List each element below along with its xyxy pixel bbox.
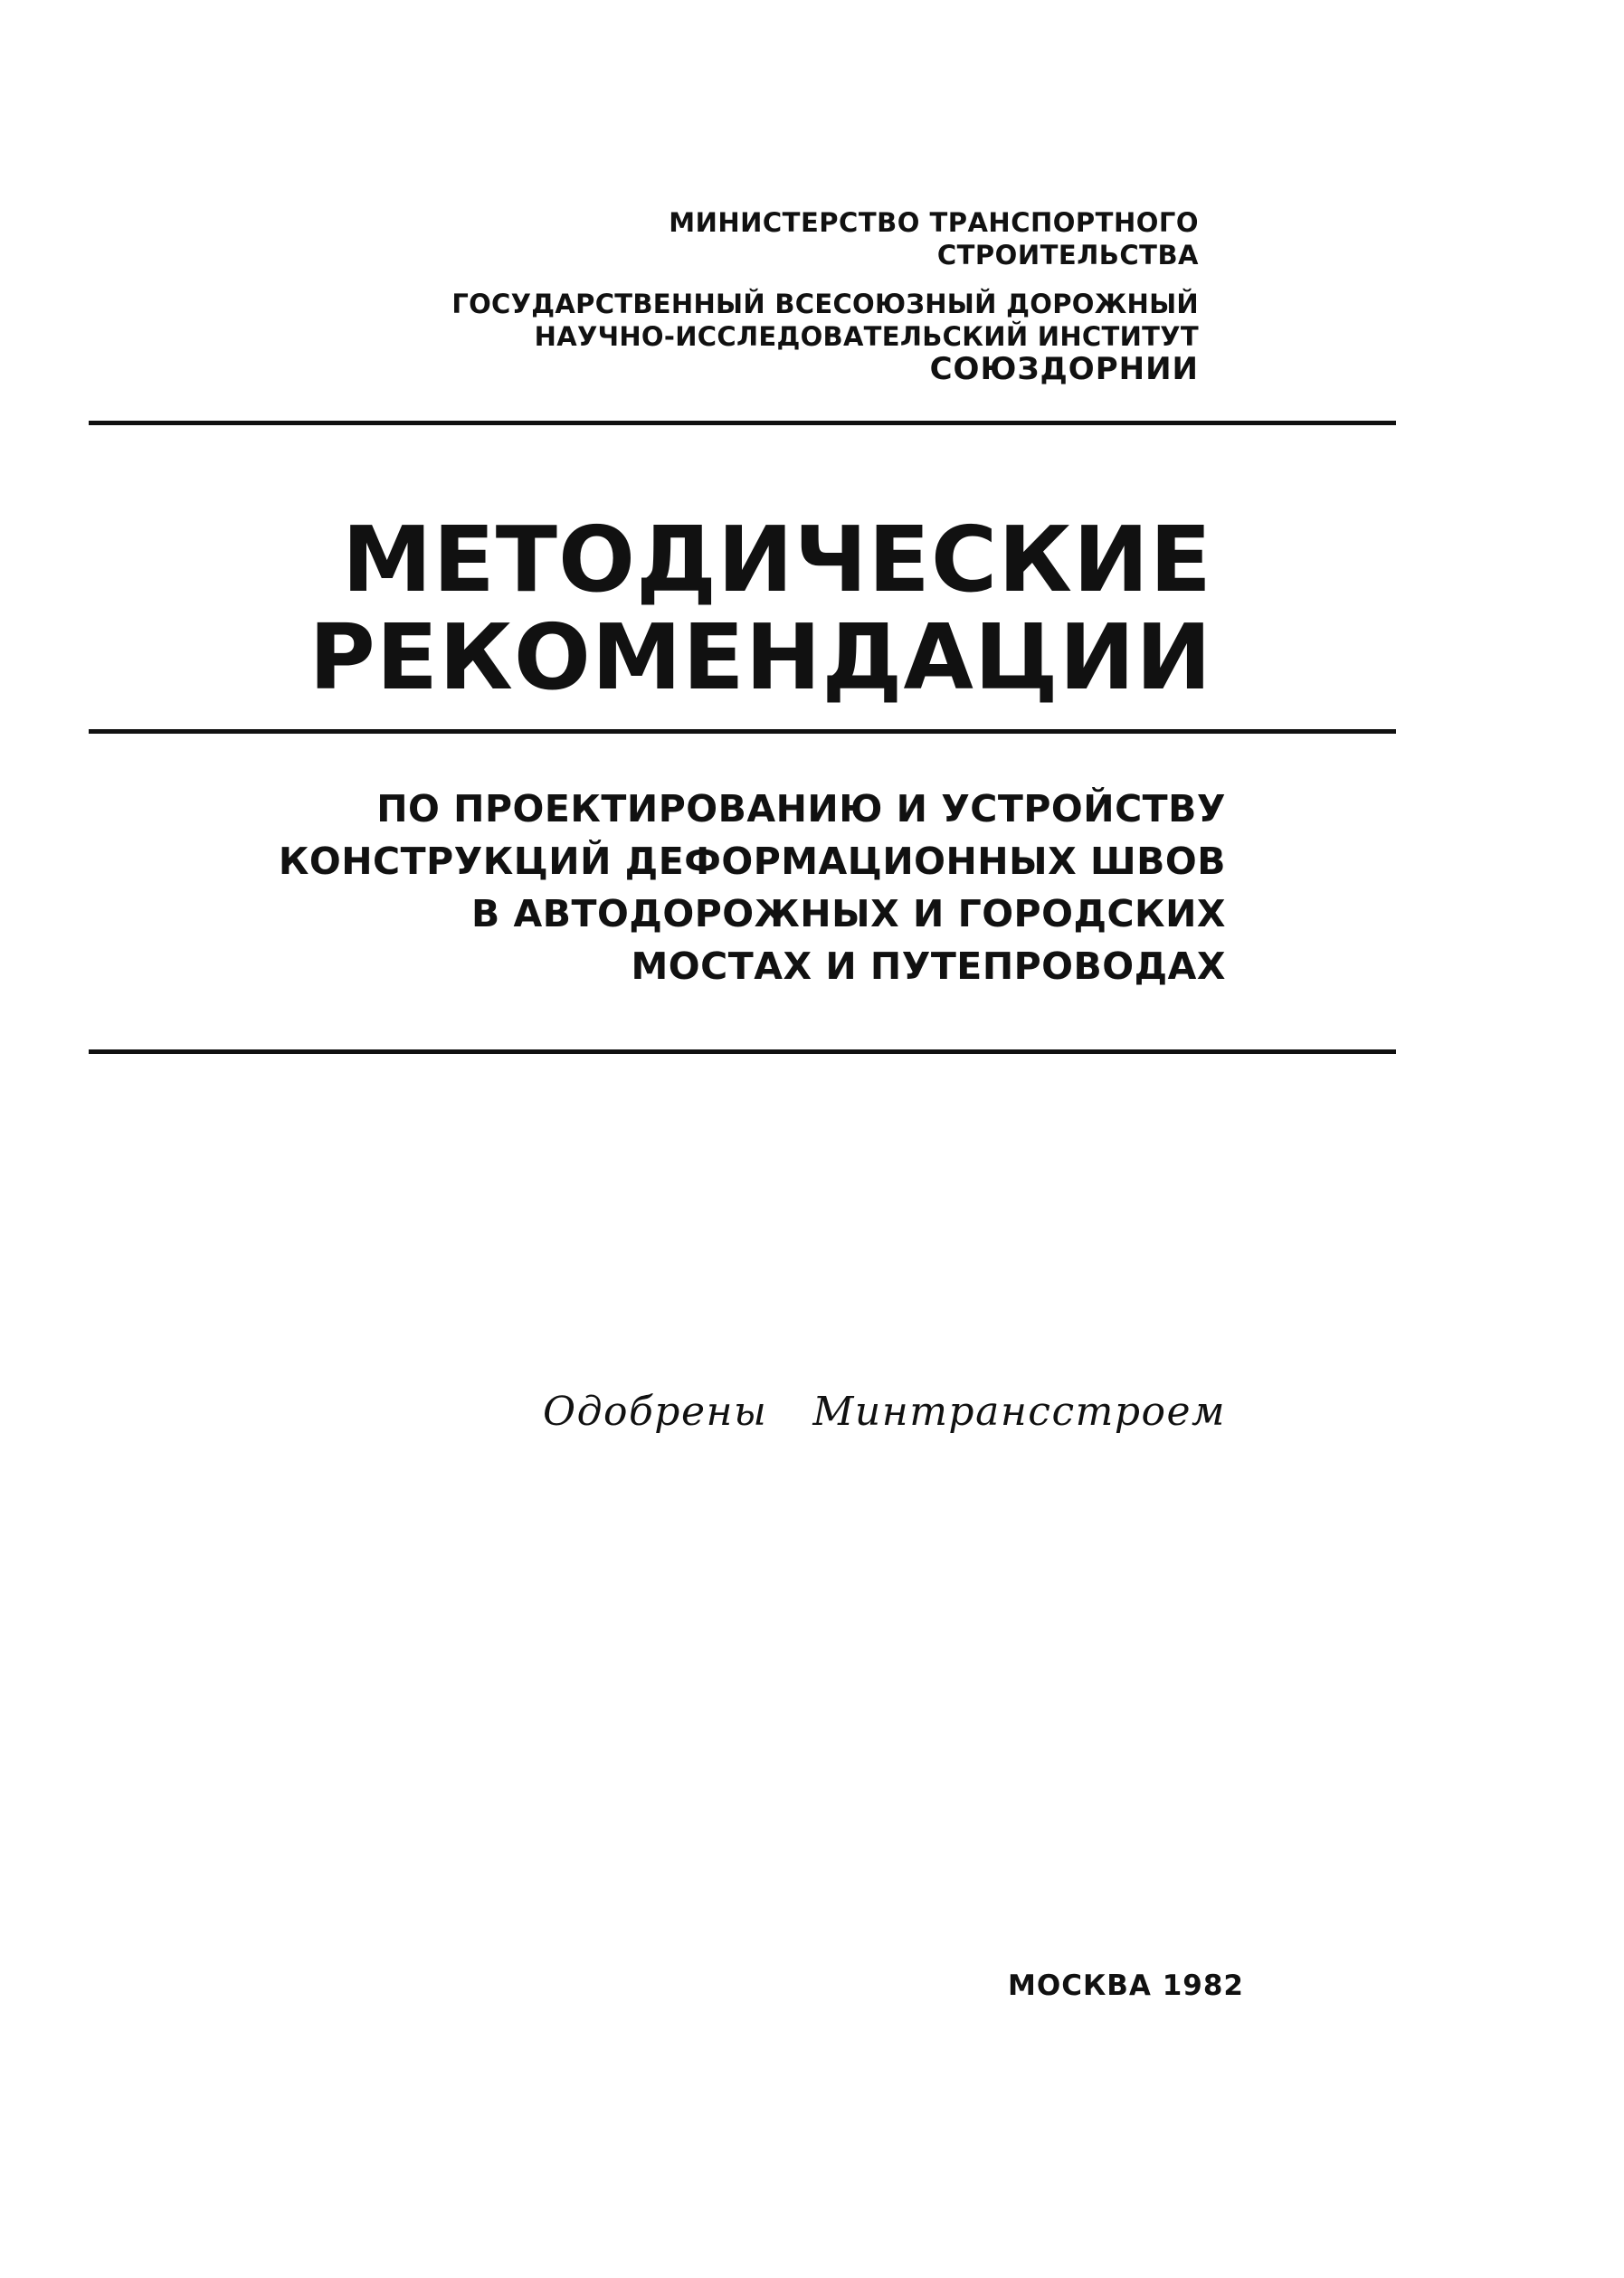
divider-top — [89, 421, 1396, 425]
subtitle-line: ПО ПРОЕКТИРОВАНИЮ И УСТРОЙСТВУ — [376, 787, 1226, 831]
divider-bottom — [89, 1049, 1396, 1054]
imprint-city-year: МОСКВА 1982 — [1008, 1970, 1244, 2002]
subtitle-line: В АВТОДОРОЖНЫХ И ГОРОДСКИХ — [471, 892, 1226, 935]
title-line: РЕКОМЕНДАЦИИ — [309, 604, 1212, 710]
approval-authority: Минтрансстроем — [812, 1389, 1226, 1435]
title-line: МЕТОДИЧЕСКИЕ — [341, 507, 1212, 612]
institute-line: ГОСУДАРСТВЕННЫЙ ВСЕСОЮЗНЫЙ ДОРОЖНЫЙ — [451, 289, 1199, 319]
divider-middle — [89, 729, 1396, 734]
approval-word: Одобрены — [543, 1389, 768, 1435]
institute-abbreviation: СОЮЗДОРНИИ — [929, 351, 1199, 387]
ministry-line: СТРОИТЕЛЬСТВА — [936, 240, 1199, 271]
approval-note — [543, 1389, 1226, 1435]
institute-line: НАУЧНО-ИССЛЕДОВАТЕЛЬСКИЙ ИНСТИТУТ — [534, 321, 1199, 352]
subtitle-line: КОНСТРУКЦИЙ ДЕФОРМАЦИОННЫХ ШВОВ — [278, 840, 1226, 883]
document-title — [309, 507, 1212, 710]
document-subtitle — [279, 783, 1226, 992]
ministry-line: МИНИСТЕРСТВО ТРАНСПОРТНОГО — [669, 207, 1199, 238]
subtitle-line: МОСТАХ И ПУТЕПРОВОДАХ — [631, 944, 1226, 988]
ministry-name — [669, 206, 1199, 271]
institute-name — [451, 288, 1199, 385]
